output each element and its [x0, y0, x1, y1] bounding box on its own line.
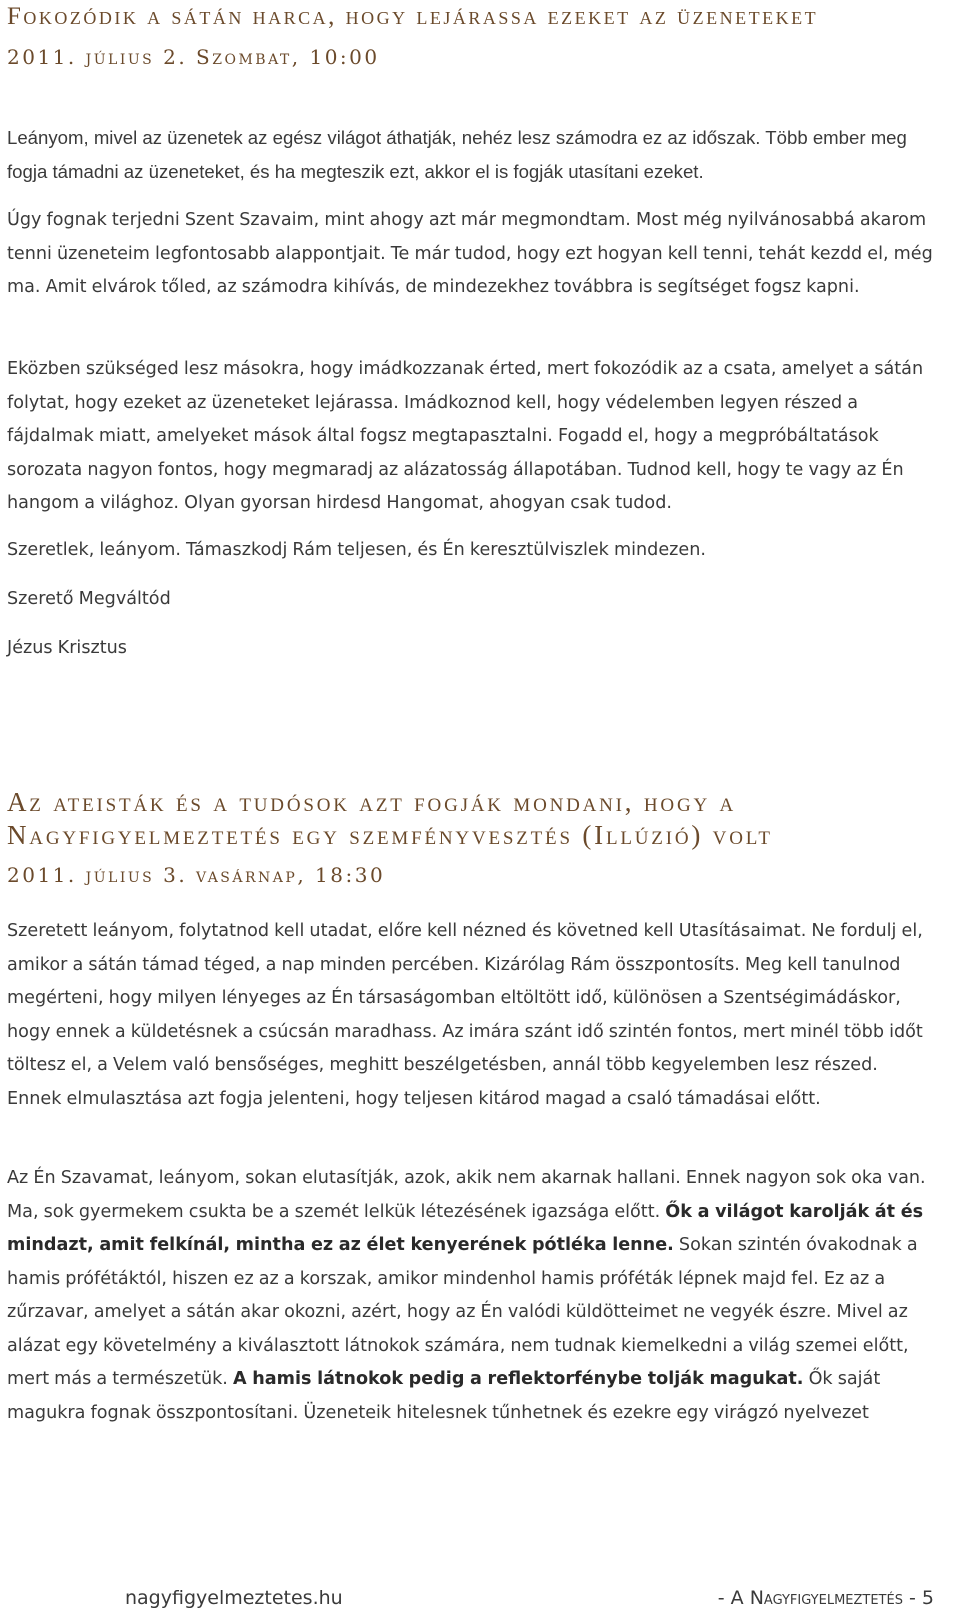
paragraph: Szeretlek, leányom. Támaszkodj Rám teljesen, és Én keresztülviszlek mindezen.	[7, 540, 706, 560]
footer-page-label	[718, 1587, 934, 1609]
section-date: 2011. július 2. Szombat, 10:00	[7, 45, 380, 69]
footer-title: Nagyfigyelmeztetés	[749, 1587, 903, 1609]
signature-name: Jézus Krisztus	[7, 638, 127, 658]
paragraph: Úgy fognak terjedni Szent Szavaim, mint ahogy azt már megmondtam. Most még nyilvánosabbá akarom tenni üzeneteim legfontosabb alappontjait. Te már tudod, hogy ezt hogyan kell tenni, tehát kezdd el, még ma. Amit elvárok tőled, az számodra kihívás, de mindezekhez továbbra is segítséget fogsz kapni.	[7, 210, 933, 297]
section-title-line: Az ateisták és a tudósok azt fogják mondani, hogy a	[7, 787, 737, 817]
footer-prefix: - A	[717, 1587, 750, 1609]
signature-line: Szerető Megváltód	[7, 589, 171, 609]
paragraph: Eközben szükséged lesz másokra, hogy imádkozzanak érted, mert fokozódik az a csata, amelyet a sátán folytat, hogy ezeket az üzeneteket lejárassa. Imádkoznod kell, hogy védelemben legyen részed a fájdalmak miatt, amelyeket mások által fogsz megtapasztalni. Fogadd el, hogy a megpróbáltatások sorozata nagyon fontos, hogy megmaradj az alázatosság állapotában. Tudnod kell, hogy te vagy az Én hangom a világhoz. Olyan gyorsan hirdesd Hangomat, ahogyan csak tudod.	[7, 359, 924, 513]
section-title	[7, 786, 930, 852]
text-run: Ők saját magukra fognak összpontosítani. Üzeneteik hitelesnek tűnhetnek és ezekre egy virágzó nyelvezet	[7, 1369, 881, 1423]
section-title-line: Nagyfigyelmeztetés egy szemfényvesztés (Illúzió) volt	[7, 820, 773, 850]
emphasis-text: A hamis látnokok pedig a reflektorfénybe tolják magukat.	[233, 1369, 804, 1389]
footer-site: nagyfigyelmeztetes.hu	[125, 1587, 343, 1609]
section-date: 2011. július 3. vasárnap, 18:30	[7, 863, 386, 887]
emphasis-text: Ők a világot karolják át és mindazt, amit felkínál, mintha ez az élet kenyerének pótléka lenne.	[7, 1201, 924, 1255]
paragraph	[7, 1162, 937, 1430]
text-run: Sokan szintén óvakodnak a hamis prófétáktól, hiszen ez az a korszak, amikor mindenhol hamis próféták lépnek majd fel. Ez az a zűrzavar, amelyet a sátán akar okozni, azért, hogy az Én valódi küldötteimet ne vegyék észre. Mivel az alázat egy követelmény a kiválasztott látnokok számára, nem tudnak kiemelkedni a világ szemei előtt, mert más a természetük.	[7, 1235, 918, 1389]
paragraph: Szeretett leányom, folytatnod kell utadat, előre kell nézned és követned kell Utasításaimat. Ne fordulj el, amikor a sátán támad téged, a nap minden percében. Kizárólag Rám összpontosíts. Meg kell tanulnod megérteni, hogy milyen lényeges az Én társaságomban eltöltött idő, különösen a Szentségimádáskor, hogy ennek a küldetésnek a csúcsán maradhass. Az imára szánt idő szintén fontos, mert minél több időt töltesz el, a Velem való bensőséges, meghitt beszélgetésben, annál több kegyelemben lesz részed. Ennek elmulasztása azt fogja jelenteni, hogy teljesen kitárod magad a csaló támadásai előtt.	[7, 921, 923, 1109]
page-number: - 5	[902, 1587, 934, 1609]
text-run: Az Én Szavamat, leányom, sokan elutasítják, azok, akik nem akarnak hallani. Ennek nagyon sok oka van. Ma, sok gyermekem csukta be a szemét lelkük létezésének igazsága előtt.	[7, 1168, 926, 1222]
section-title: Fokozódik a sátán harca, hogy lejárassa ezeket az üzeneteket	[7, 3, 819, 30]
paragraph: Leányom, mivel az üzenetek az egész világot áthatják, nehéz lesz számodra ez az időszak. Több ember meg fogja támadni az üzeneteket, és ha megteszik ezt, akkor el is fogják utasítani ezeket.	[7, 127, 907, 182]
